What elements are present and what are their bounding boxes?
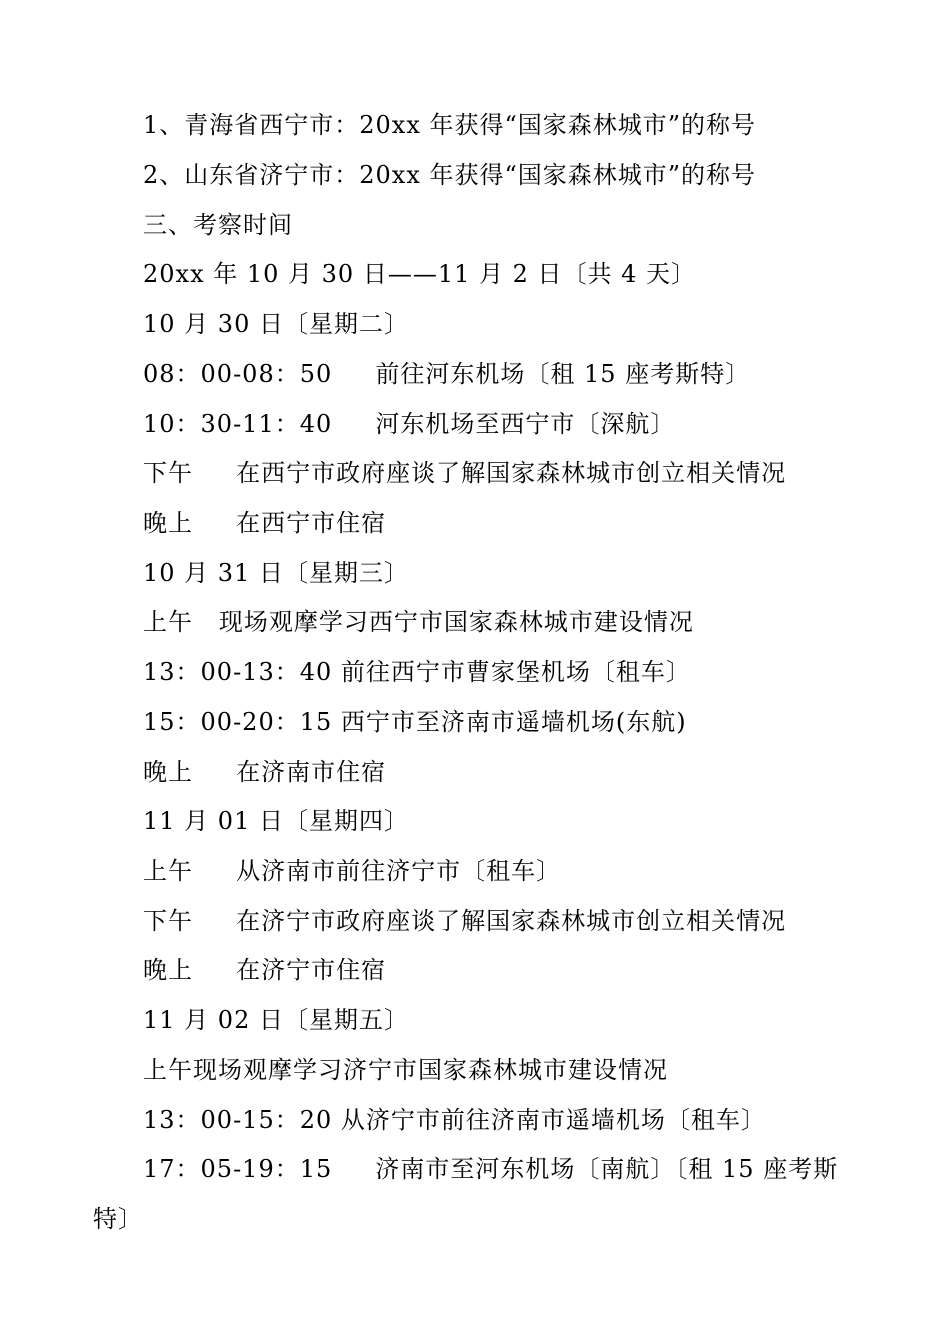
- schedule-item: 下午 在济宁市政府座谈了解国家森林城市创立相关情况: [143, 907, 787, 935]
- schedule-item: 上午 现场观摩学习西宁市国家森林城市建设情况: [143, 608, 694, 636]
- text-line: 20xx 年 10 月 30 日——11 月 2 日〔共 4 天〕: [143, 260, 697, 288]
- text-line: 2、山东省济宁市：20xx 年获得“国家森林城市”的称号: [143, 161, 757, 189]
- schedule-item: 上午现场观摩学习济宁市国家森林城市建设情况: [143, 1056, 668, 1084]
- schedule-item: 晚上 在济宁市住宿: [143, 956, 387, 984]
- date-heading: 11 月 01 日〔星期四〕: [143, 807, 409, 835]
- schedule-item: 下午 在西宁市政府座谈了解国家森林城市创立相关情况: [143, 459, 787, 487]
- schedule-item-continuation: 特〕: [93, 1205, 143, 1233]
- date-heading: 11 月 02 日〔星期五〕: [143, 1006, 409, 1034]
- schedule-item: 晚上 在济南市住宿: [143, 758, 387, 786]
- schedule-item: 10：30-11：40 河东机场至西宁市〔深航〕: [143, 410, 676, 438]
- schedule-item: 13：00-13：40 前往西宁市曹家堡机场〔租车〕: [143, 658, 691, 686]
- text-line: 1、青海省西宁市：20xx 年获得“国家森林城市”的称号: [143, 111, 757, 139]
- schedule-item: 15：00-20：15 西宁市至济南市遥墙机场(东航): [143, 708, 687, 736]
- date-heading: 10 月 31 日〔星期三〕: [143, 559, 409, 587]
- section-heading: 三、考察时间: [143, 211, 293, 239]
- date-heading: 10 月 30 日〔星期二〕: [143, 310, 409, 338]
- schedule-item: 08：00-08：50 前往河东机场〔租 15 座考斯特〕: [143, 360, 751, 388]
- schedule-item: 晚上 在西宁市住宿: [143, 509, 387, 537]
- schedule-item: 13：00-15：20 从济宁市前往济南市遥墙机场〔租车〕: [143, 1106, 766, 1134]
- schedule-item: 上午 从济南市前往济宁市〔租车〕: [143, 857, 562, 885]
- schedule-item: 17：05-19：15 济南市至河东机场〔南航〕〔租 15 座考斯: [143, 1155, 839, 1183]
